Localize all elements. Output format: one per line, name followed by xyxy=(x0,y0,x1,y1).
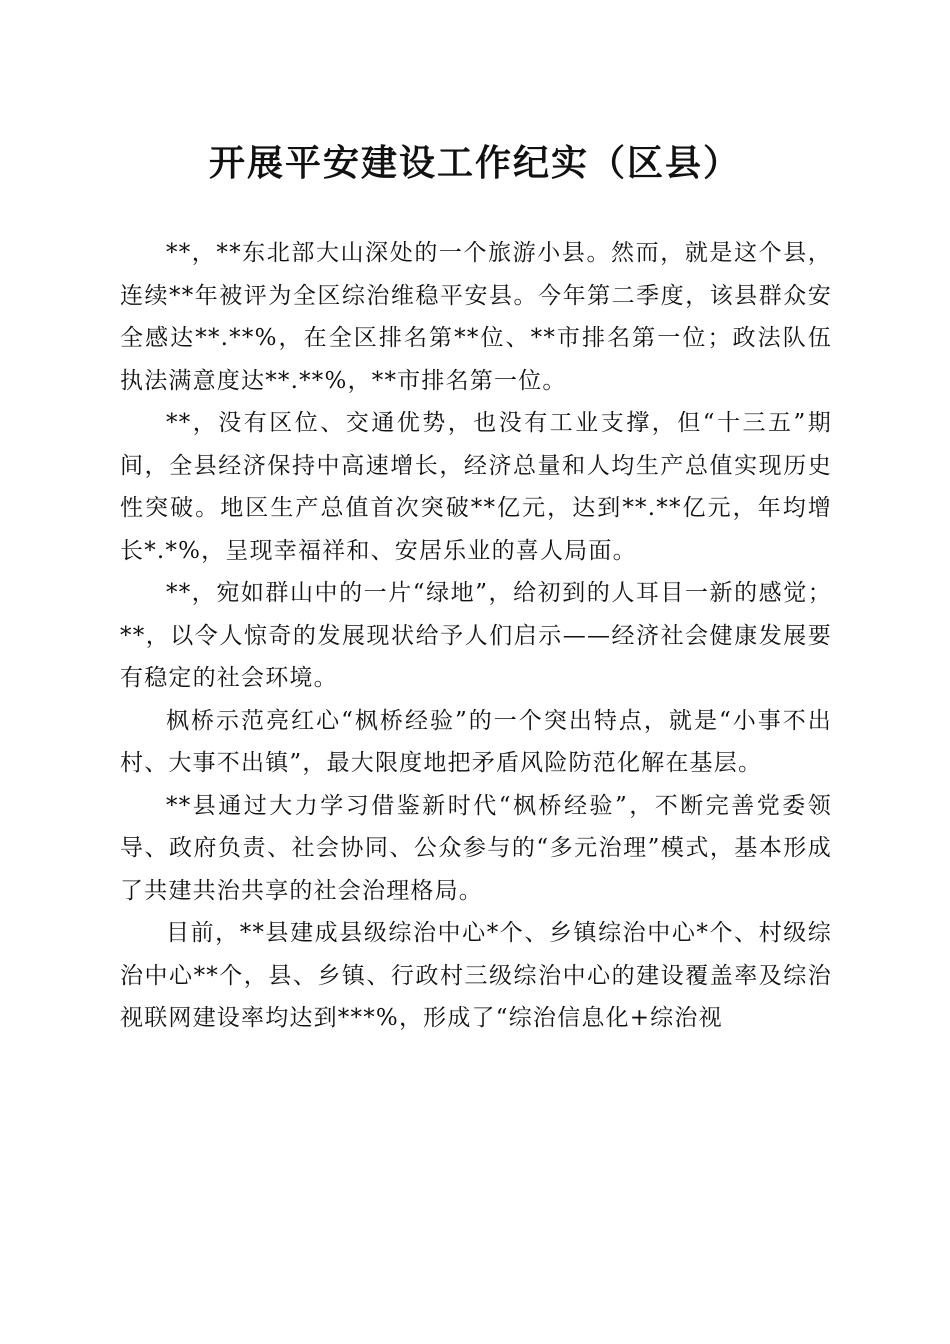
paragraph: **，**东北部大山深处的一个旅游小县。然而，就是这个县，连续**年被评为全区综治维稳平安县。今年第二季度，该县群众安全感达**.**%，在全区排名第**位、**市排名第一位；政法队伍执法满意度达**.**%，**市排名第一位。 xyxy=(120,240,832,394)
document-body xyxy=(120,232,832,1040)
paragraph: **，宛如群山中的一片“绿地”，给初到的人耳目一新的感觉；**，以令人惊奇的发展现状给予人们启示——经济社会健康发展要有稳定的社会环境。 xyxy=(120,580,832,691)
paragraph: **，没有区位、交通优势，也没有工业支撑，但“十三五”期间，全县经济保持中高速增长，经济总量和人均生产总值实现历史性突破。地区生产总值首次突破**亿元，达到**.**亿元，年均增长*.*%，呈现幸福祥和、安居乐业的喜人局面。 xyxy=(120,410,832,564)
paragraph: 枫桥示范亮红心“枫桥经验”的一个突出特点，就是“小事不出村、大事不出镇”，最大限度地把矛盾风险防范化解在基层。 xyxy=(120,707,832,776)
document-title: 开展平安建设工作纪实（区县） xyxy=(208,142,741,184)
paragraph: **县通过大力学习借鉴新时代“枫桥经验”，不断完善党委领导、政府负责、社会协同、公众参与的“多元治理”模式，基本形成了共建共治共享的社会治理格局。 xyxy=(120,792,832,904)
paragraph: 目前，**县建成县级综治中心*个、乡镇综治中心*个、村级综治中心**个，县、乡镇、行政村三级综治中心的建设覆盖率及综治视联网建设率均达到***%，形成了“综治信息化+综治视 xyxy=(120,920,832,1031)
